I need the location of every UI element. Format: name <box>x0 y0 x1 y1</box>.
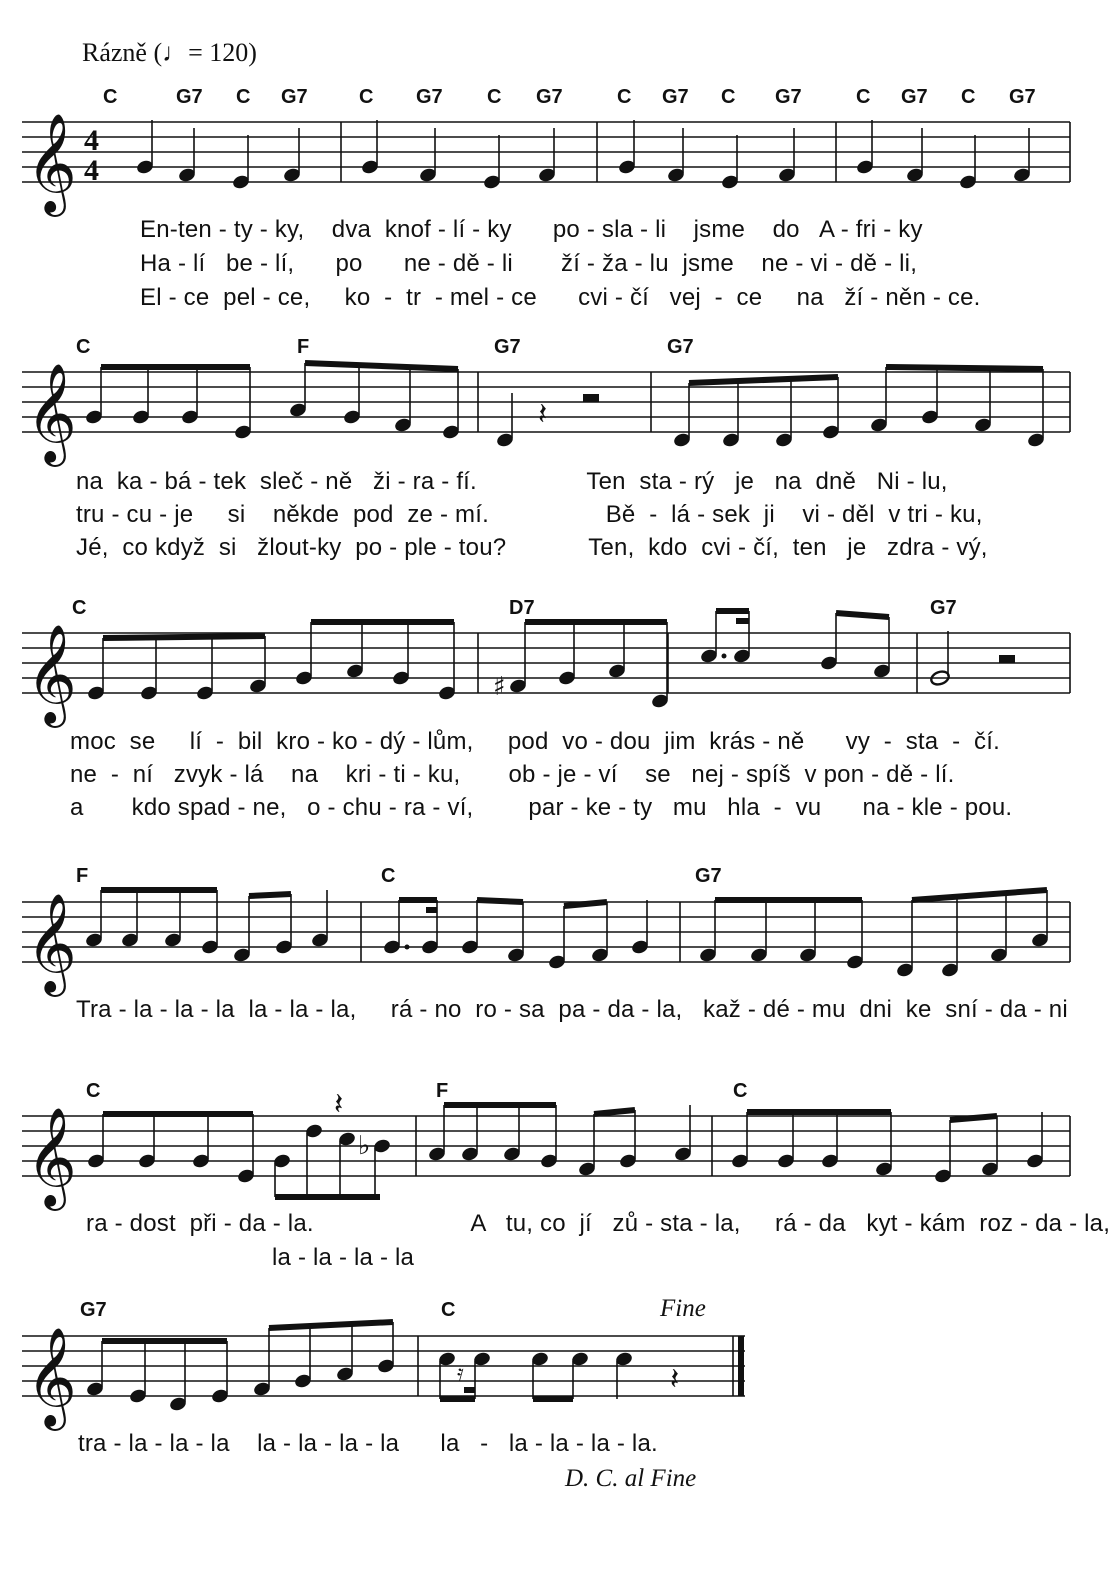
treble-clef-icon: 𝄞 <box>26 1327 77 1427</box>
chord: C <box>487 86 502 108</box>
staff-2 <box>0 350 1110 463</box>
time-signature-top: 4 <box>84 124 99 157</box>
chord: C <box>103 86 118 108</box>
lyric-line: ra - dost při - da - la. A tu, co jí zů - sta - la, rá - da kyt - kám roz - da - la, <box>86 1210 1110 1237</box>
quarter-rest-icon: 𝄽 <box>538 397 548 432</box>
chord: F <box>297 336 310 358</box>
tempo-label: Rázně <box>82 38 147 67</box>
staff-3 <box>0 611 1110 724</box>
sixteenth-rest-icon: 𝄿 <box>457 1361 464 1386</box>
lyric-line: moc se lí - bil kro - ko - dý - lům, pod vo - dou jim krás - ně vy - sta - čí. <box>70 728 1000 755</box>
lyric-line: na ka - bá - tek sleč - ně ži - ra - fí. Ten sta - rý je na dně Ni - lu, <box>76 468 948 495</box>
quarter-rest-icon: 𝄽 <box>670 1362 680 1397</box>
note-beam <box>103 636 265 638</box>
lyric-line: tra - la - la - la la - la - la - la la - la - la - la - la. <box>78 1430 658 1457</box>
chord: D7 <box>509 597 535 619</box>
chord: C <box>76 336 91 358</box>
treble-clef-icon: 𝄞 <box>26 113 77 213</box>
note-beam <box>477 900 523 902</box>
chord: G7 <box>775 86 802 108</box>
chord: C <box>72 597 87 619</box>
tempo-bpm: = 120) <box>188 38 257 67</box>
staff-1 <box>0 100 1110 213</box>
chord: G7 <box>416 86 443 108</box>
lyric-line: ne - ní zvyk - lá na kri - ti - ku, ob - je - ví se nej - spíš v pon - dě - lí. <box>70 761 955 788</box>
staff-4 <box>0 880 1110 993</box>
chord: C <box>441 1299 456 1321</box>
dc-al-fine-marking: D. C. al Fine <box>565 1465 697 1492</box>
quarter-rest-icon: 𝄽 <box>334 1087 344 1122</box>
chord: G7 <box>667 336 694 358</box>
chord: C <box>359 86 374 108</box>
chord: C <box>856 86 871 108</box>
chord: C <box>961 86 976 108</box>
chord: F <box>76 865 89 887</box>
chord: G7 <box>930 597 957 619</box>
staff-6 <box>0 1314 1110 1427</box>
note-beam <box>950 1116 997 1120</box>
chord: C <box>721 86 736 108</box>
note-beam <box>305 363 458 369</box>
chord: G7 <box>695 865 722 887</box>
chord: C <box>381 865 396 887</box>
time-signature-bottom: 4 <box>84 154 99 187</box>
treble-clef-icon: 𝄞 <box>26 1107 77 1207</box>
fine-marking: Fine <box>660 1295 706 1322</box>
chord: G7 <box>176 86 203 108</box>
chord: G7 <box>536 86 563 108</box>
flat-icon: ♭ <box>358 1131 371 1161</box>
sharp-icon: ♯ <box>493 672 506 702</box>
chord: G7 <box>901 86 928 108</box>
note-beam <box>594 1110 635 1114</box>
chord: G7 <box>1009 86 1036 108</box>
lyric-line: Jé, co když si žlout-ky po - ple - tou? Ten, kdo cvi - čí, ten je zdra - vý, <box>76 534 988 561</box>
note-beam <box>912 890 1047 900</box>
note-beam <box>269 1322 393 1328</box>
chord: G7 <box>662 86 689 108</box>
chord: C <box>236 86 251 108</box>
note-beam <box>886 367 1043 369</box>
chord: F <box>436 1080 449 1102</box>
note-beam <box>689 377 838 383</box>
tempo-marking: Rázně (♩= 120) <box>82 38 257 67</box>
lyric-line: El - ce pel - ce, ko - tr - mel - ce cvi - čí vej - ce na ží - něn - ce. <box>140 284 981 311</box>
chord: G7 <box>281 86 308 108</box>
chord: G7 <box>80 1299 107 1321</box>
treble-clef-icon: 𝄞 <box>26 363 77 463</box>
lyric-line: tru - cu - je si někde pod ze - mí. Bě - lá - sek ji vi - děl v tri - ku, <box>76 501 983 528</box>
chord: C <box>86 1080 101 1102</box>
chord: C <box>617 86 632 108</box>
lyric-line: En-ten - ty - ky, dva knof - lí - ky po - sla - li jsme do A - fri - ky <box>140 216 923 243</box>
note-beam <box>564 902 607 906</box>
treble-clef-icon: 𝄞 <box>26 624 77 724</box>
quarter-note-icon: ♩ <box>162 38 189 67</box>
lyric-line: a kdo spad - ne, o - chu - ra - ví, par - ke - ty mu hla - vu na - kle - pou. <box>70 794 1013 821</box>
note-beam <box>836 613 889 617</box>
note-beam <box>249 894 291 896</box>
chord: G7 <box>494 336 521 358</box>
chord: C <box>733 1080 748 1102</box>
lyric-line: la - la - la - la <box>272 1244 415 1271</box>
treble-clef-icon: 𝄞 <box>26 893 77 993</box>
lyric-line: Ha - lí be - lí, po ne - dě - li ží - ža - lu jsme ne - vi - dě - li, <box>140 250 918 277</box>
staff-5 <box>0 1087 1110 1224</box>
lyric-line: Tra - la - la - la la - la - la, rá - no ro - sa pa - da - la, kaž - dé - mu dni ke sní - da - ni <box>76 996 1068 1023</box>
